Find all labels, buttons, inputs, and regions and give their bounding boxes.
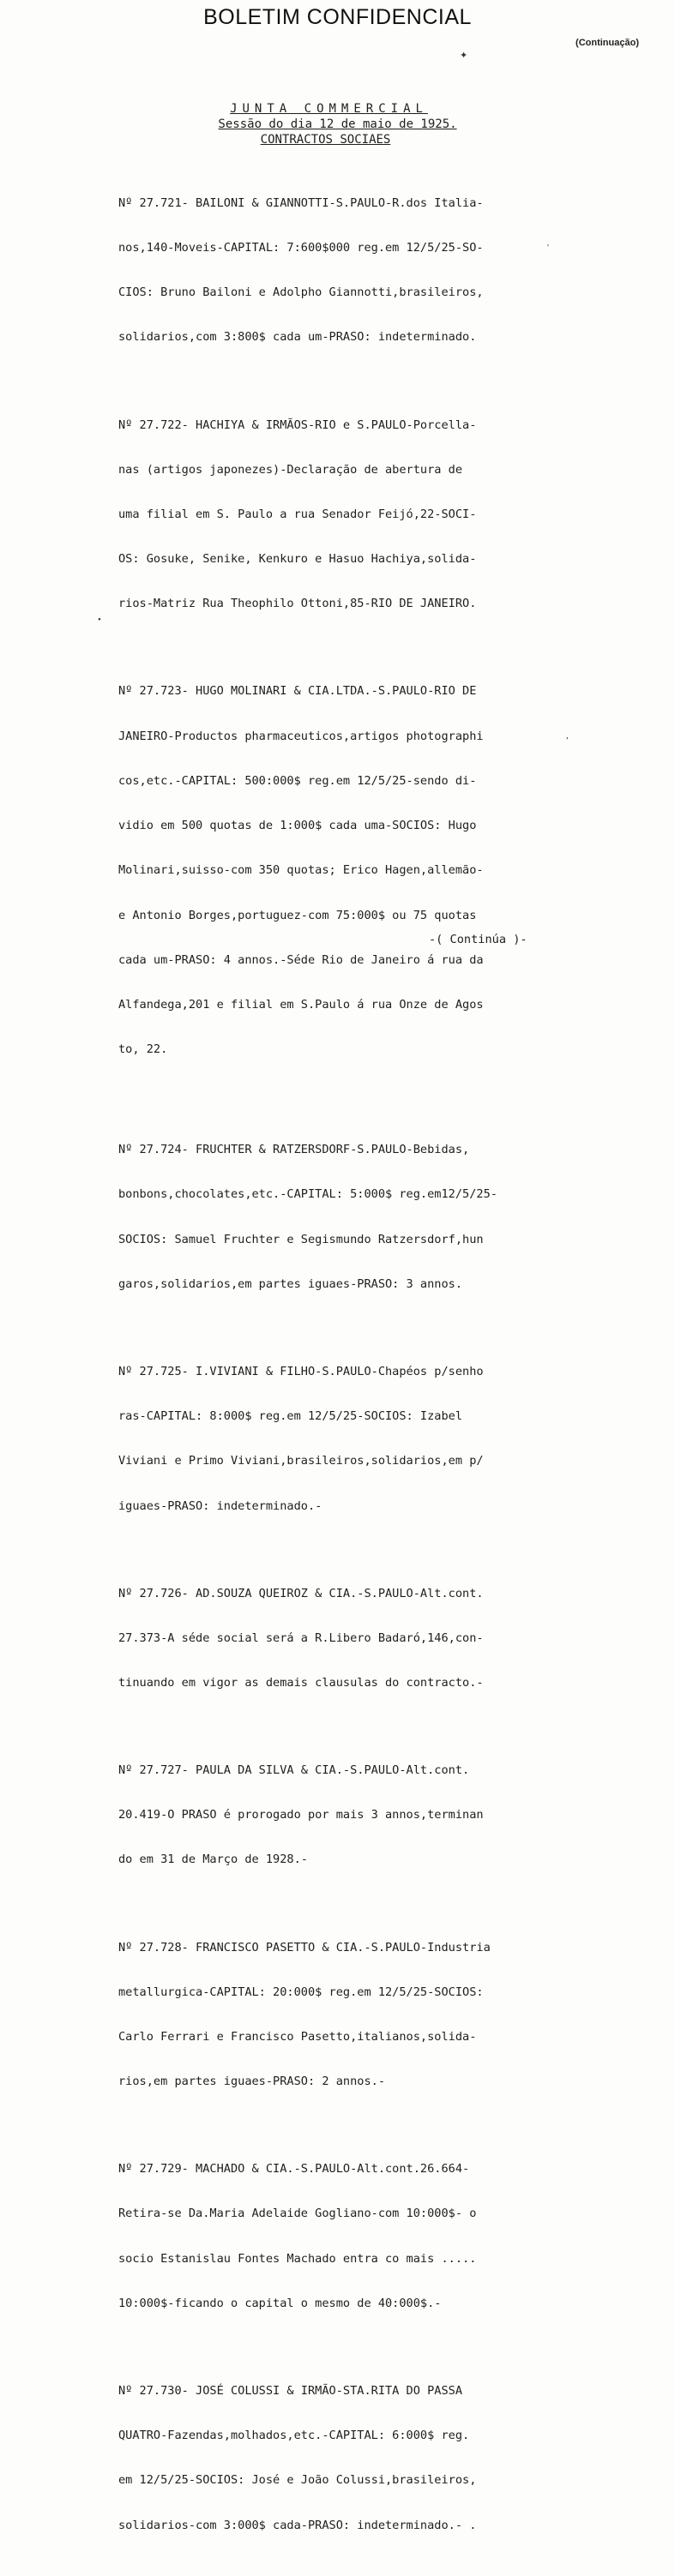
- entry-line: bonbons,chocolates,etc.-CAPITAL: 5:000$ reg.em12/5/25-: [118, 1187, 497, 1202]
- section-title: JUNTA COMMERCIAL: [230, 102, 428, 116]
- entries-list: [118, 166, 599, 2576]
- section-heading: [0, 101, 675, 147]
- entry-27724: [118, 1113, 599, 1322]
- entry-line: Nº 27.726- AD.SOUZA QUEIROZ & CIA.-S.PAULO-Alt.cont.: [118, 1586, 484, 1600]
- entry-27730: [118, 2354, 599, 2563]
- entry-line: solidarios-com 3:000$ cada-PRASO: indeterminado.- .: [118, 2518, 477, 2532]
- entry-27723: [118, 655, 599, 1088]
- entry-line: Viviani e Primo Viviani,brasileiros,solidarios,em p/: [118, 1454, 484, 1468]
- entry-line: e Antonio Borges,portuguez-com 75:000$ ou 75 quotas: [118, 908, 477, 922]
- entry-line: 27.373-A séde social será a R.Libero Badaró,146,con-: [118, 1630, 484, 1645]
- entry-line: Carlo Ferrari e Francisco Pasetto,italianos,solida-: [118, 2029, 477, 2044]
- entry-line: do em 31 de Março de 1928.-: [118, 1852, 308, 1867]
- entry-line: nos,140-Moveis-CAPITAL: 7:600$000 reg.em 12/5/25-SO-: [118, 241, 484, 255]
- margin-dot: •: [98, 615, 101, 625]
- entry-line: cada um-PRASO: 4 annos.-Séde Rio de Janeiro á rua da: [118, 952, 484, 967]
- entry-27729: [118, 2132, 599, 2341]
- bulletin-title: BOLETIM CONFIDENCIAL: [203, 5, 472, 29]
- entry-line: vidio em 500 quotas de 1:000$ cada uma-SOCIOS: Hugo: [118, 819, 477, 833]
- entry-line: Molinari,suisso-com 350 quotas; Erico Hagen,allemão-: [118, 863, 484, 878]
- entry-line: ras-CAPITAL: 8:000$ reg.em 12/5/25-SOCIOS: Izabel: [118, 1409, 463, 1424]
- entry-27725: [118, 1335, 599, 1544]
- entry-line: rios,em partes iguaes-PRASO: 2 annos.-: [118, 2075, 385, 2089]
- entry-line: uma filial em S. Paulo a rua Senador Feijó,22-SOCI-: [118, 507, 477, 521]
- entry-line: nas (artigos japonezes)-Declaração de abertura de: [118, 462, 463, 477]
- entry-line: 20.419-O PRASO é prorogado por mais 3 annos,terminan: [118, 1808, 484, 1822]
- entry-line: CIOS: Bruno Bailoni e Adolpho Giannotti,brasileiros,: [118, 285, 484, 300]
- continuation-note: (Continuação): [576, 38, 639, 48]
- entry-line: Nº 27.729- MACHADO & CIA.-S.PAULO-Alt.cont.26.664-: [118, 2162, 470, 2177]
- entry-line: garos,solidarios,em partes iguaes-PRASO: 3 annos.: [118, 1276, 463, 1291]
- entry-line: OS: Gosuke, Senike, Kenkuro e Hasuo Hachiya,solida-: [118, 552, 477, 567]
- entry-line: Nº 27.730- JOSÉ COLUSSI & IRMÃO-STA.RITA DO PASSA: [118, 2383, 463, 2398]
- entry-line: SOCIOS: Samuel Fruchter e Segismundo Ratzersdorf,hun: [118, 1232, 484, 1246]
- margin-tick: ,: [566, 730, 569, 741]
- entry-line: iguaes-PRASO: indeterminado.-: [118, 1498, 322, 1513]
- entry-27727: [118, 1733, 599, 1897]
- entry-line: Nº 27.724- FRUCHTER & RATZERSDORF-S.PAULO-Bebidas,: [118, 1143, 470, 1157]
- margin-tick: ': [547, 243, 549, 253]
- ink-dot: ✦: [460, 51, 468, 61]
- entry-line: rios-Matriz Rua Theophilo Ottoni,85-RIO DE JANEIRO.: [118, 597, 477, 611]
- entry-27721: [118, 166, 599, 375]
- entry-line: Nº 27.723- HUGO MOLINARI & CIA.LTDA.-S.PAULO-RIO DE: [118, 684, 477, 699]
- entry-line: metallurgica-CAPITAL: 20:000$ reg.em 12/5/25-SOCIOS:: [118, 1985, 484, 1999]
- entry-line: to, 22.: [118, 1042, 168, 1057]
- session-date: Sessão do dia 12 de maio de 1925.: [218, 117, 457, 131]
- entry-line: solidarios,com 3:800$ cada um-PRASO: indeterminado.: [118, 330, 477, 345]
- entry-line: socio Estanislau Fontes Machado entra co mais .....: [118, 2251, 477, 2266]
- continues-note: -( Continúa )-: [429, 933, 527, 946]
- entry-line: 10:000$-ficando o capital o mesmo de 40:000$.-: [118, 2296, 442, 2310]
- entry-27728: [118, 1911, 599, 2120]
- entry-line: Alfandega,201 e filial em S.Paulo á rua Onze de Agos: [118, 997, 484, 1012]
- entry-27726: [118, 1557, 599, 1720]
- entry-line: Retira-se Da.Maria Adelaide Gogliano-com 10:000$- o: [118, 2207, 477, 2221]
- section-subtitle: CONTRACTOS SOCIAES: [260, 133, 391, 147]
- entry-line: Nº 27.721- BAILONI & GIANNOTTI-S.PAULO-R.dos Italia-: [118, 195, 484, 210]
- entry-line: Nº 27.725- I.VIVIANI & FILHO-S.PAULO-Chapéos p/senho: [118, 1364, 484, 1378]
- entry-line: JANEIRO-Productos pharmaceuticos,artigos photographi: [118, 729, 484, 743]
- entry-27722: [118, 388, 599, 642]
- entry-line: tinuando em vigor as demais clausulas do contracto.-: [118, 1676, 484, 1690]
- entry-line: Nº 27.728- FRANCISCO PASETTO & CIA.-S.PAULO-Industria: [118, 1940, 491, 1955]
- entry-line: Nº 27.722- HACHIYA & IRMÃOS-RIO e S.PAULO-Porcella-: [118, 417, 477, 432]
- entry-line: QUATRO-Fazendas,molhados,etc.-CAPITAL: 6:000$ reg.: [118, 2429, 470, 2443]
- entry-line: Nº 27.727- PAULA DA SILVA & CIA.-S.PAULO-Alt.cont.: [118, 1763, 470, 1778]
- entry-line: em 12/5/25-SOCIOS: José e João Colussi,brasileiros,: [118, 2473, 477, 2488]
- entry-line: cos,etc.-CAPITAL: 500:000$ reg.em 12/5/25-sendo di-: [118, 773, 477, 788]
